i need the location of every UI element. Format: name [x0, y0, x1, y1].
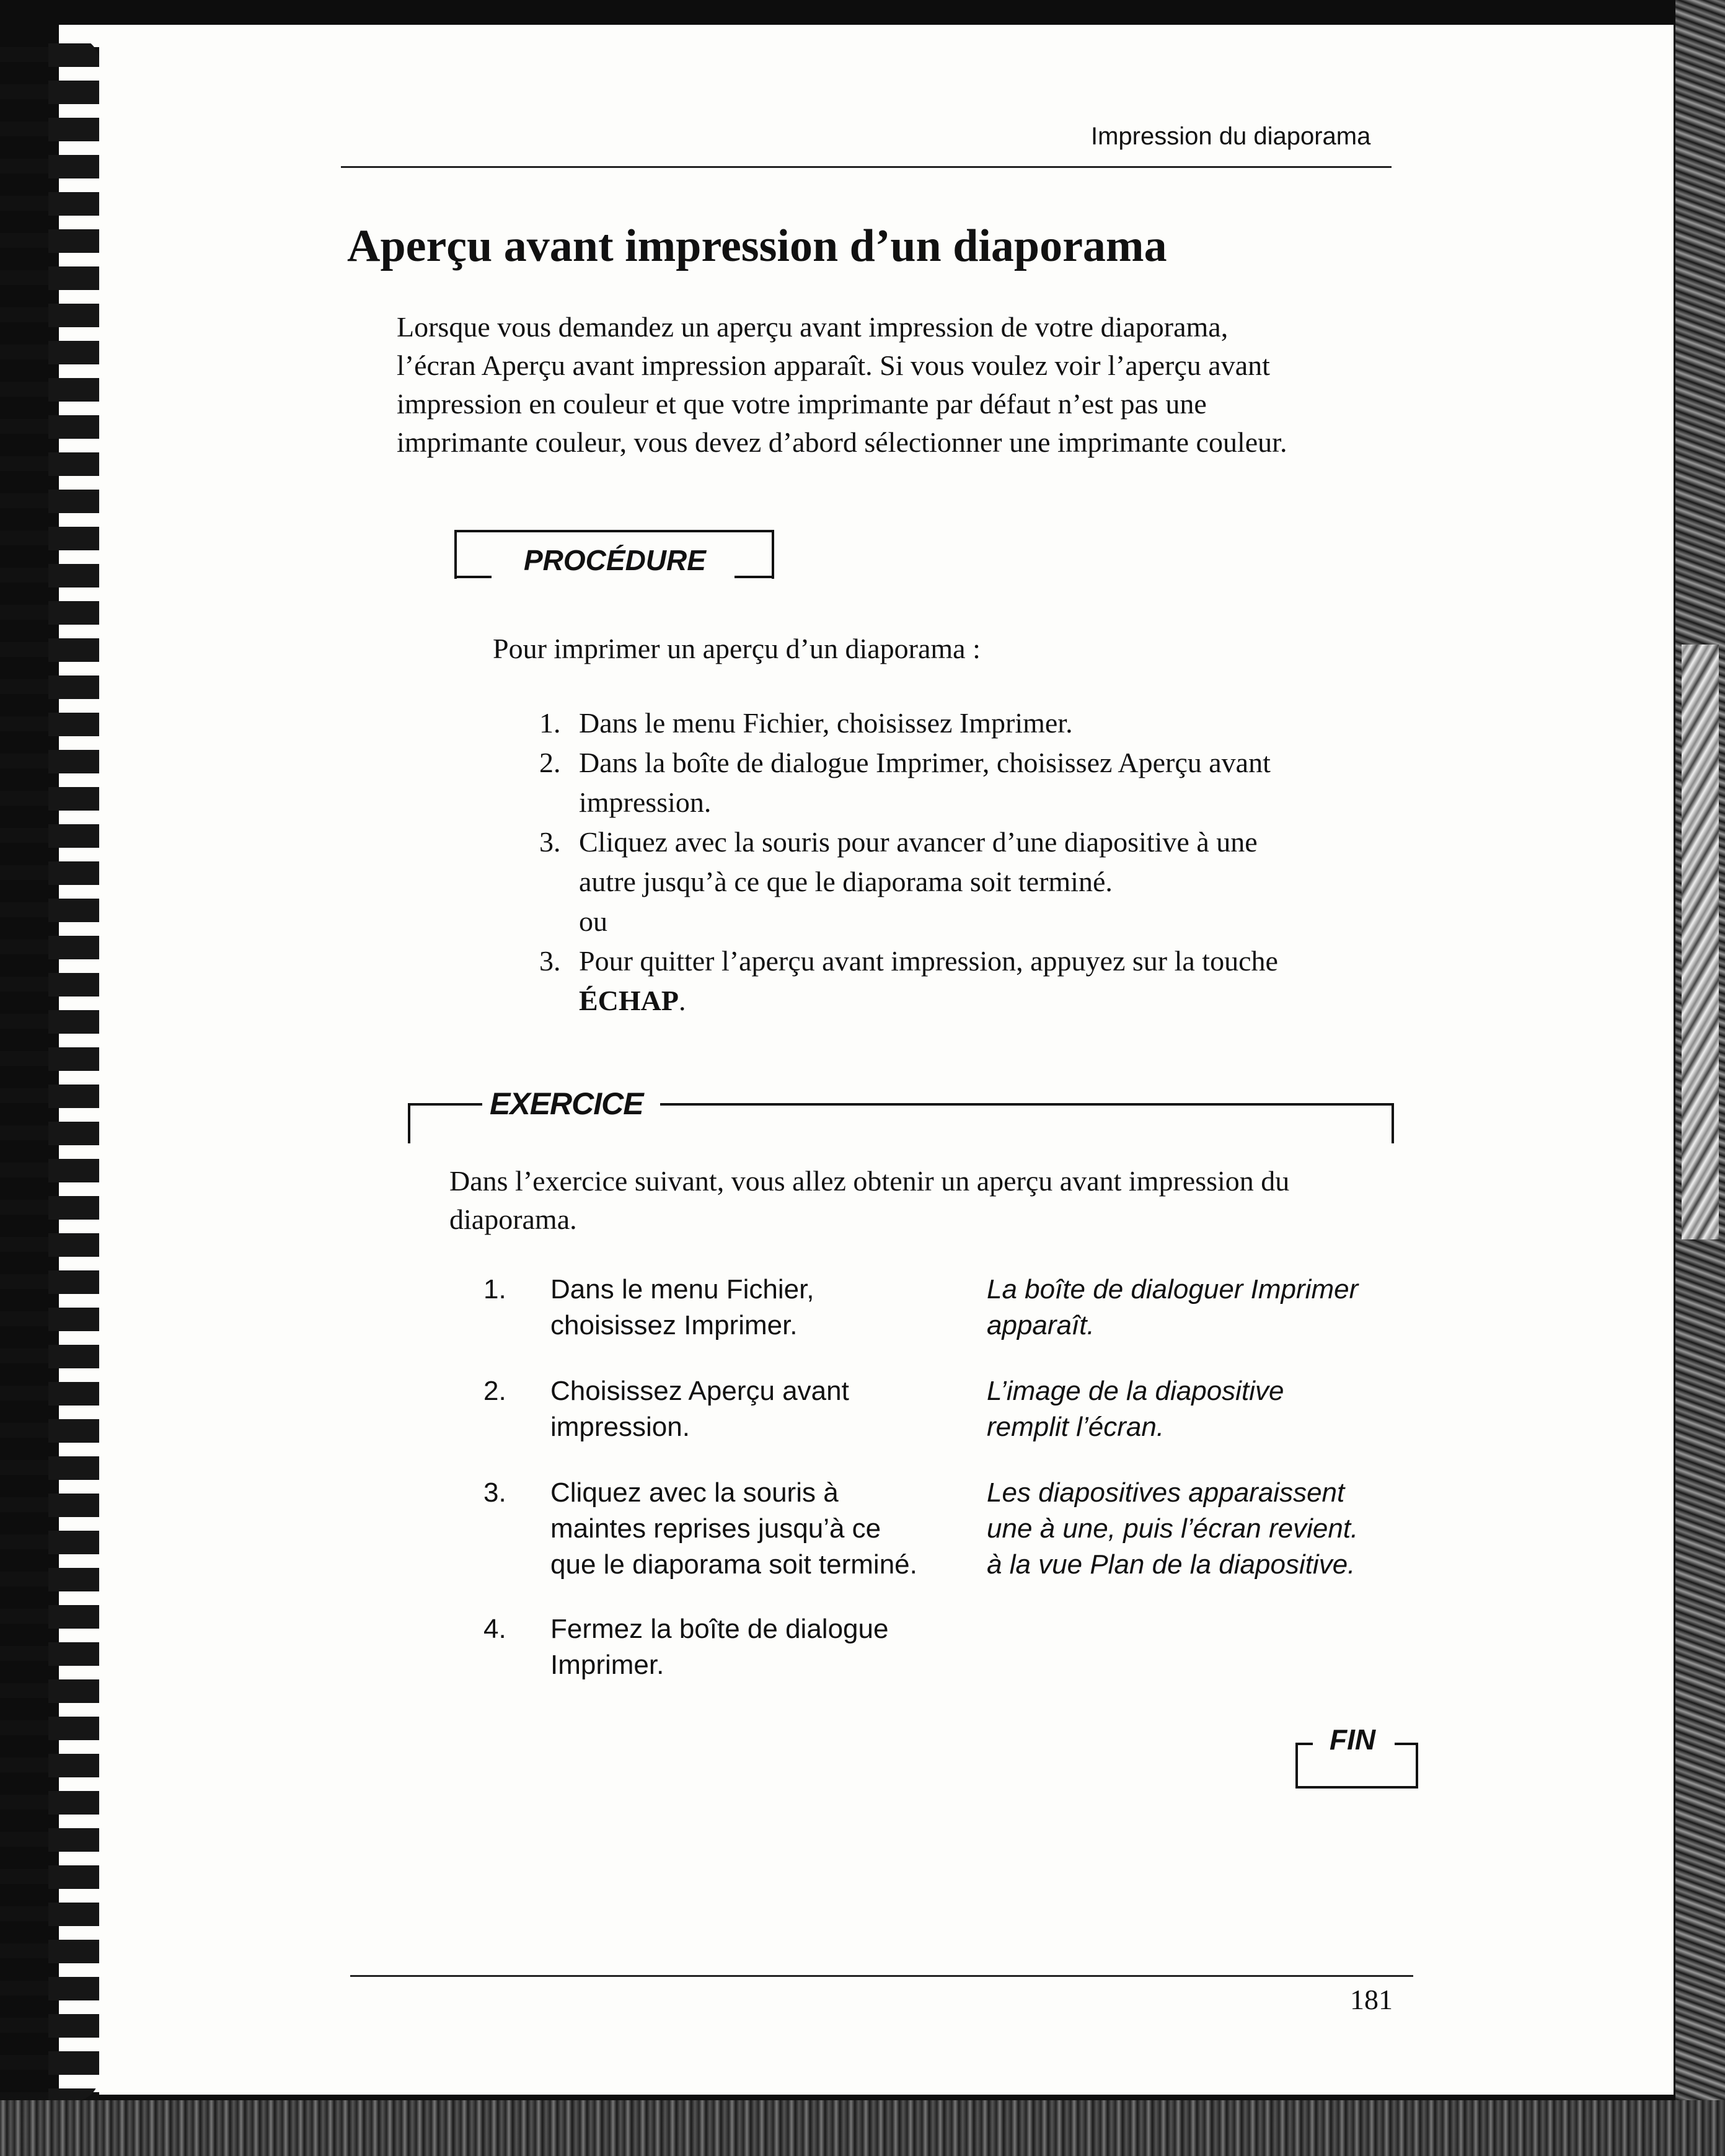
- exercise-result-line: La boîte de dialoguer Imprimer: [987, 1274, 1359, 1305]
- exercise-result-line: apparaît.: [987, 1310, 1095, 1340]
- exercise-action-line: maintes reprises jusqu’à ce: [550, 1513, 881, 1544]
- procedure-label: PROCÉDURE: [524, 544, 706, 576]
- exercise-result-line: remplit l’écran.: [987, 1412, 1165, 1442]
- running-header: Impression du diaporama: [1091, 123, 1371, 150]
- exercise-frame-top: [408, 1103, 482, 1106]
- procedure-step: [539, 822, 1407, 902]
- exercise-frame-top: [660, 1103, 1394, 1106]
- page-stack-highlight: [1682, 645, 1719, 1239]
- step-text: impression.: [579, 786, 712, 818]
- exercise-action-line: impression.: [550, 1412, 690, 1442]
- intro-paragraph: [397, 308, 1388, 462]
- exercise-step-number: 2.: [483, 1376, 506, 1406]
- step-text: Dans la boîte de dialogue Imprimer, choisissez Aperçu avant: [579, 747, 1271, 778]
- step-text: Cliquez avec la souris pour avancer d’une diapositive à une: [579, 826, 1258, 858]
- exercise-action: [550, 1373, 935, 1445]
- step-number: 1.: [539, 707, 561, 739]
- fin-frame-corner: [1395, 1743, 1416, 1745]
- exercise-action-line: Imprimer.: [550, 1650, 664, 1680]
- bottom-edge: [0, 2100, 1725, 2156]
- exercise-action-line: que le diaporama soit terminé.: [550, 1549, 917, 1580]
- exercise-action-line: Choisissez Aperçu avant: [550, 1376, 849, 1406]
- exercise-action-line: Dans le menu Fichier,: [550, 1274, 814, 1305]
- or-separator: ou: [579, 905, 607, 937]
- exercise-label: EXERCICE: [490, 1086, 643, 1121]
- step-number: 3.: [539, 826, 561, 858]
- exercise-step-number: 1.: [483, 1274, 506, 1305]
- exercise-frame-left: [408, 1103, 410, 1143]
- exercise-action: [550, 1611, 935, 1683]
- exercise-action-line: Fermez la boîte de dialogue: [550, 1614, 889, 1644]
- step-text: Dans le menu Fichier, choisissez Imprimer.: [579, 707, 1073, 739]
- header-rule: [341, 166, 1392, 168]
- step-text: Pour quitter l’aperçu avant impression, appuyez sur la touche: [579, 945, 1278, 977]
- key-name: ÉCHAP: [579, 985, 679, 1016]
- procedure-intro: Pour imprimer un aperçu d’un diaporama :: [493, 633, 981, 664]
- exercise-step-number: 4.: [483, 1614, 506, 1644]
- procedure-frame-corner: [454, 576, 492, 578]
- exercise-intro: [449, 1162, 1416, 1239]
- step-number: 2.: [539, 747, 561, 778]
- exercise-action-line: Cliquez avec la souris à: [550, 1477, 839, 1508]
- exercise-action-line: choisissez Imprimer.: [550, 1310, 798, 1340]
- exercise-result-line: à la vue Plan de la diapositive.: [987, 1549, 1356, 1580]
- page-title: Aperçu avant impression d’un diaporama: [347, 221, 1167, 271]
- exercise-result-line: L’image de la diapositive: [987, 1376, 1284, 1406]
- procedure-step: [539, 743, 1407, 822]
- procedure-step: [539, 703, 1407, 743]
- exercise-action: [550, 1272, 935, 1344]
- key-suffix: .: [679, 985, 686, 1016]
- exercise-result: [987, 1272, 1396, 1344]
- fin-frame-corner: [1295, 1743, 1313, 1745]
- fin-label: FIN: [1330, 1723, 1376, 1756]
- intro-line: Lorsque vous demandez un aperçu avant impression de votre diaporama,: [397, 311, 1229, 343]
- exercise-action: [550, 1475, 935, 1583]
- exercise-result-line: une à une, puis l’écran revient.: [987, 1513, 1359, 1544]
- exercise-step-number: 3.: [483, 1477, 506, 1508]
- footer-rule: [350, 1975, 1413, 1977]
- exercise-result-line: Les diapositives apparaissent: [987, 1477, 1345, 1508]
- intro-line: l’écran Aperçu avant impression apparaît. Si vous voulez voir l’aperçu avant: [397, 350, 1270, 381]
- procedure-steps: [539, 703, 1407, 1021]
- exercise-intro-line: diaporama.: [449, 1203, 577, 1235]
- spiral-rings: [48, 37, 99, 2101]
- exercise-intro-line: Dans l’exercice suivant, vous allez obtenir un aperçu avant impression du: [449, 1165, 1290, 1197]
- exercise-frame-right: [1392, 1103, 1394, 1143]
- exercise-result: [987, 1373, 1396, 1445]
- intro-line: impression en couleur et que votre imprimante par défaut n’est pas une: [397, 388, 1207, 420]
- key-name-line: [579, 981, 1407, 1021]
- page-number: 181: [1350, 1984, 1393, 2015]
- procedure-step: [539, 941, 1407, 1021]
- procedure-frame-corner: [735, 576, 772, 578]
- intro-line: imprimante couleur, vous devez d’abord sélectionner une imprimante couleur.: [397, 426, 1287, 458]
- step-text: autre jusqu’à ce que le diaporama soit terminé.: [579, 866, 1113, 897]
- exercise-result: [987, 1475, 1396, 1583]
- step-number: 3.: [539, 945, 561, 977]
